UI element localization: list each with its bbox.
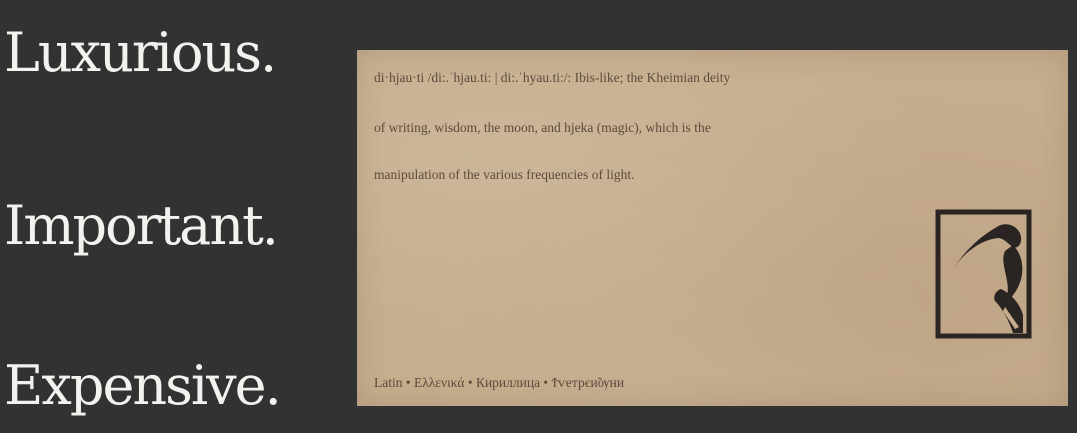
parchment-card [357, 50, 1068, 406]
ibis-logo-icon [935, 209, 1032, 339]
dictionary-entry-line-1: di·hjau·ti /di:.ˈhjau.ti: | di:.ˈhyau.ti:/: Ibis-like; the Kheimian deity [374, 70, 731, 85]
dictionary-entry-line-2: of writing, wisdom, the moon, and hjeka (magic), which is the [374, 120, 711, 135]
dictionary-entry-line-3: manipulation of the various frequencies of light. [374, 167, 635, 182]
tagline-important: Important. [4, 194, 277, 257]
tagline-luxurious: Luxurious. [4, 21, 276, 84]
tagline-expensive: Expensive. [4, 354, 280, 417]
script-samples: Latin • Ελλενικά • Кириллица • Ϯѵетрєи̃ѹни [374, 375, 625, 390]
